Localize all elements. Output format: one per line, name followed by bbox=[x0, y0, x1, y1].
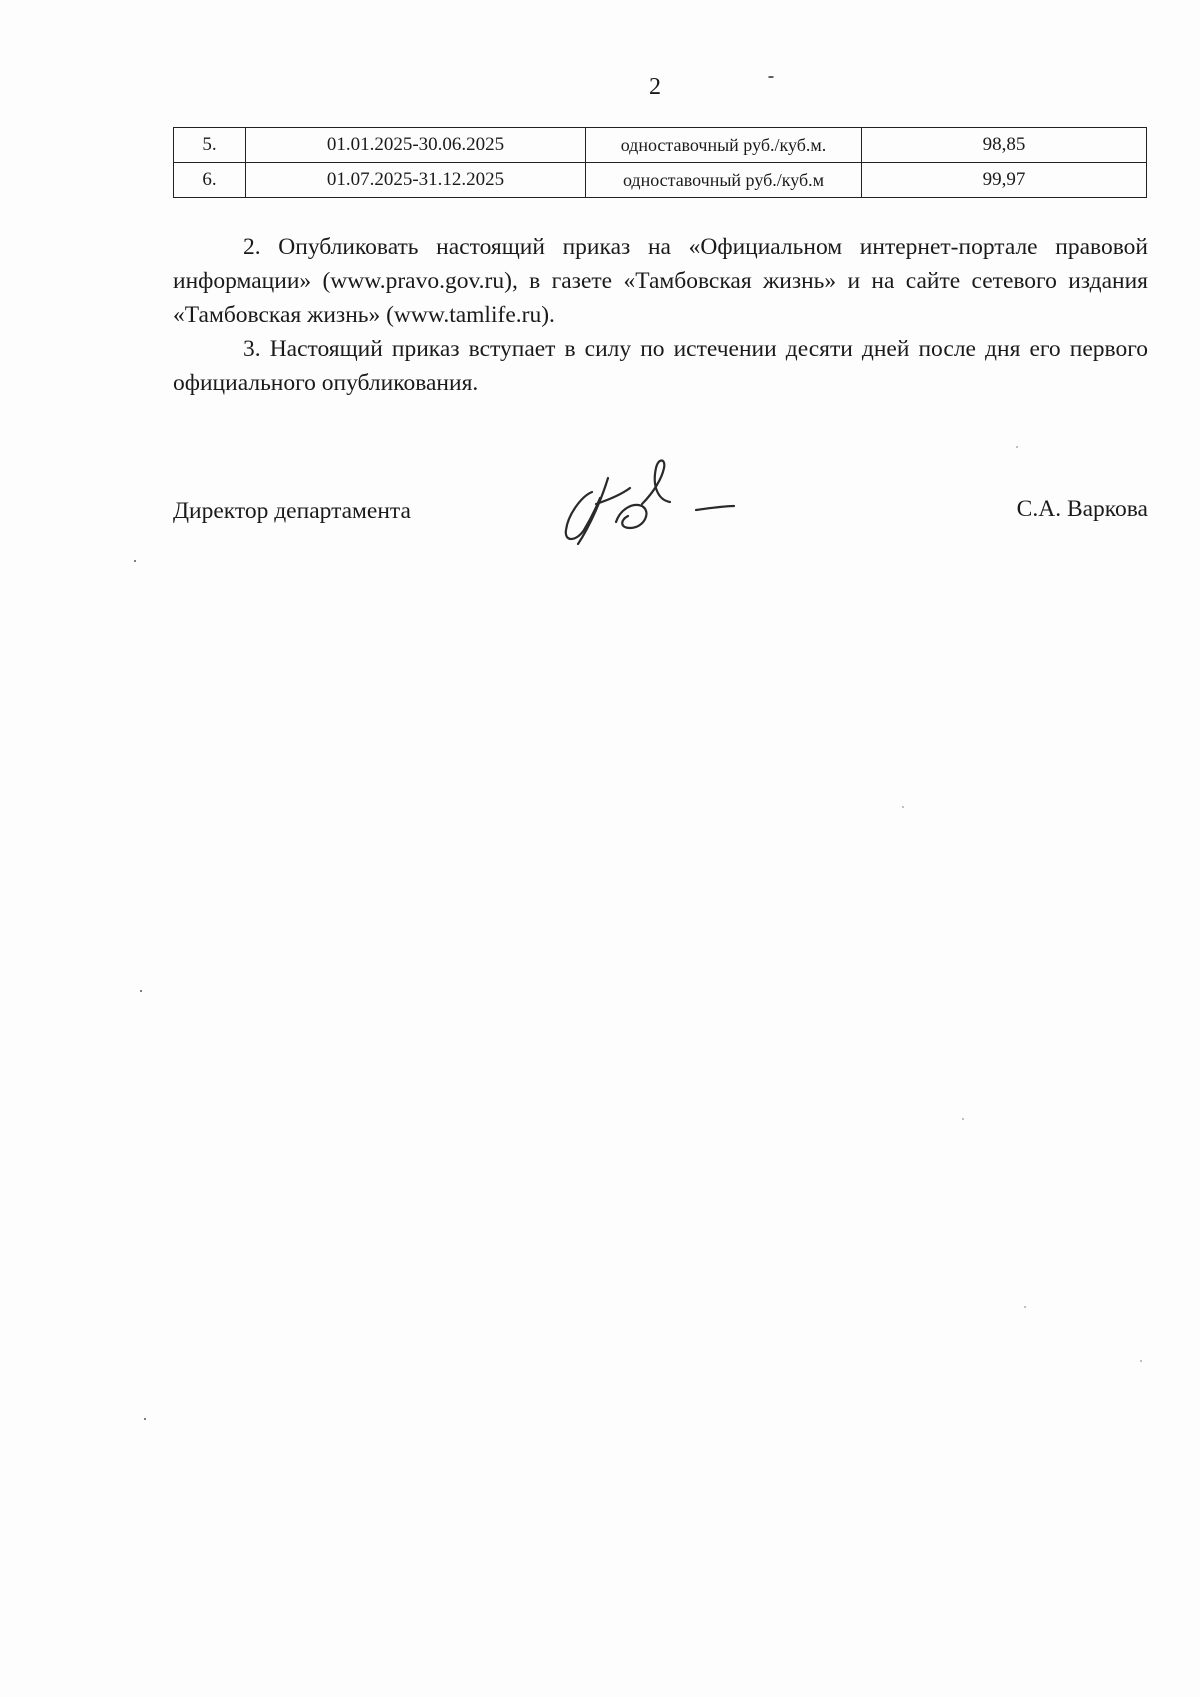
row-tariff-value: 99,97 bbox=[862, 163, 1147, 198]
row-tariff-type: одноставочный руб./куб.м. bbox=[586, 128, 862, 163]
row-tariff-type: одноставочный руб./куб.м bbox=[586, 163, 862, 198]
row-number: 6. bbox=[174, 163, 246, 198]
signature-block bbox=[173, 490, 1148, 530]
scan-speck bbox=[1024, 1306, 1026, 1308]
scan-speck bbox=[962, 1118, 964, 1120]
order-body bbox=[173, 230, 1148, 400]
paragraph-effective-date: 3. Настоящий приказ вступает в силу по истечении десяти дней после дня его первого официального опубликования. bbox=[173, 336, 1148, 396]
scan-speck bbox=[1140, 1360, 1142, 1362]
table-row bbox=[174, 163, 1147, 198]
table-row bbox=[174, 128, 1147, 163]
scan-speck bbox=[134, 560, 136, 562]
page-number: 2 bbox=[649, 74, 661, 100]
scan-speck bbox=[902, 806, 904, 808]
row-period: 01.01.2025-30.06.2025 bbox=[246, 128, 586, 163]
scan-speck bbox=[144, 1418, 146, 1420]
signer-title: Директор департамента bbox=[173, 498, 411, 524]
row-period: 01.07.2025-31.12.2025 bbox=[246, 163, 586, 198]
scan-speck bbox=[140, 990, 142, 992]
row-number: 5. bbox=[174, 128, 246, 163]
tariff-table bbox=[173, 127, 1147, 198]
row-tariff-value: 98,85 bbox=[862, 128, 1147, 163]
scan-speck bbox=[768, 76, 774, 78]
scan-speck bbox=[1016, 446, 1018, 448]
paragraph-publication: 2. Опубликовать настоящий приказ на «Официальном интернет-портале правовой информации» (www.pravo.gov.ru), в газете «Тамбовская жизнь» и на сайте сетевого издания «Тамбовская жизнь» (www.tamlife.ru). bbox=[173, 234, 1148, 328]
signer-name: С.А. Варкова bbox=[1016, 496, 1148, 522]
